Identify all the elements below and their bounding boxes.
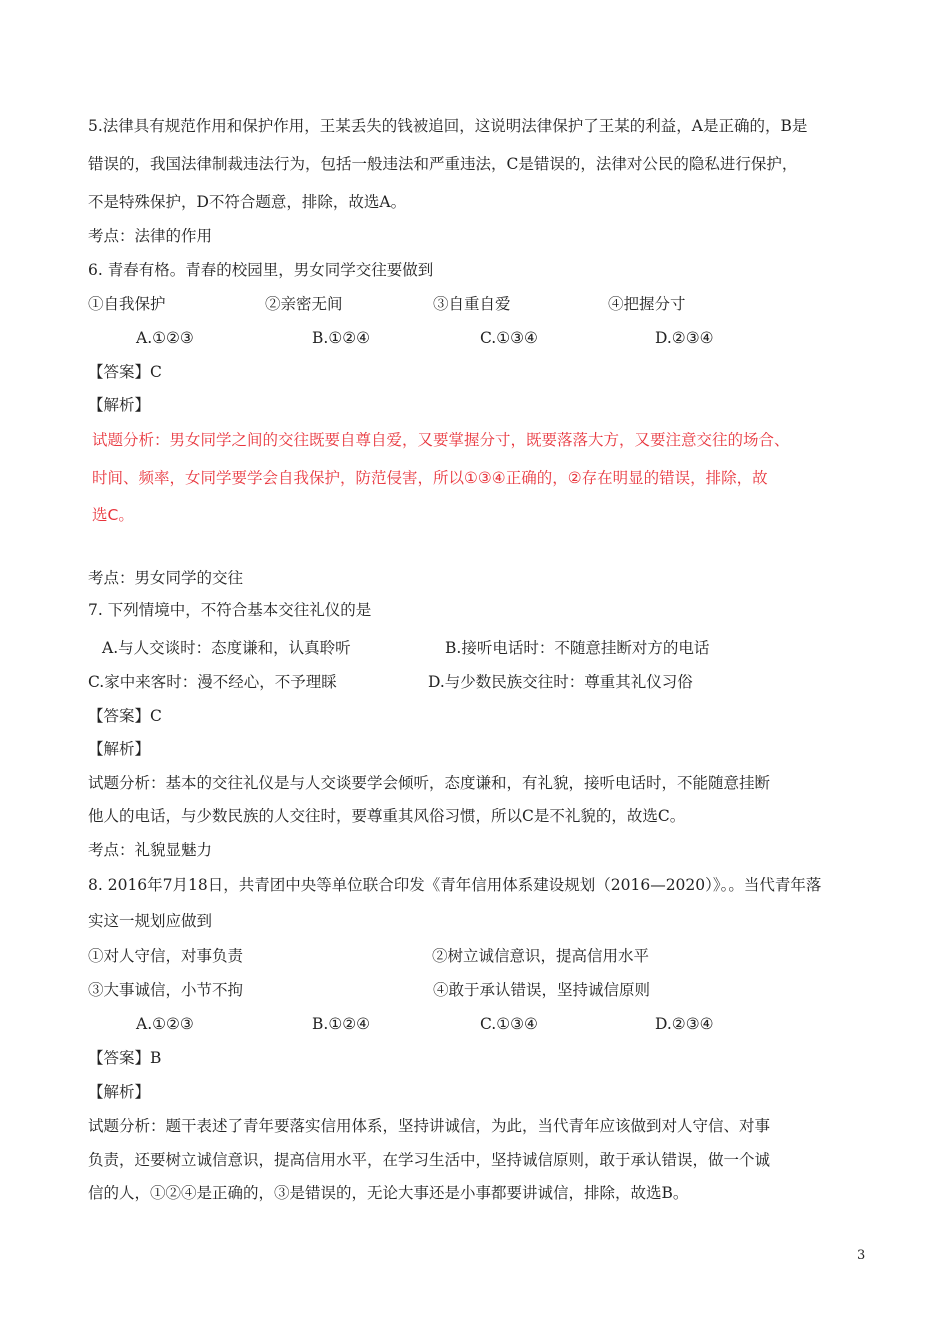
option: B.接听电话时：不随意挂断对方的电话 [445,639,710,657]
analysis-label: 【解析】 [88,396,151,414]
text-line: 5.法律具有规范作用和保护作用，王某丢失的钱被追回，这说明法律保护了王某的利益，A是正确的，B是 [88,117,808,135]
kaodian: 考点：男女同学的交往 [88,569,244,587]
option: C.①③④ [480,1015,538,1033]
option: C.①③④ [480,329,538,347]
option: D.②③④ [655,1015,714,1033]
option: A.与人交谈时：态度谦和，认真聆听 [102,639,351,657]
analysis-line: 试题分析：基本的交往礼仪是与人交谈要学会倾听，态度谦和，有礼貌，接听电话时，不能随意挂断 [88,774,771,792]
analysis-line: 信的人，①②④是正确的，③是错误的，无论大事还是小事都要讲诚信，排除，故选B。 [88,1184,689,1202]
answer: 【答案】C [88,707,162,725]
option: C.家中来客时：漫不经心，不予理睬 [88,673,337,691]
option: D.②③④ [655,329,714,347]
analysis-line: 试题分析：男女同学之间的交往既要自尊自爱，又要掌握分寸，既要落落大方，又要注意交往的场合、 [92,431,790,449]
question-stem: 6. 青春有格。青春的校园里，男女同学交往要做到 [88,261,434,279]
analysis-line: 试题分析：题干表述了青年要落实信用体系，坚持讲诚信，为此，当代青年应该做到对人守信、对事 [88,1117,771,1135]
answer: 【答案】C [88,363,162,381]
text-line: 错误的，我国法律制裁违法行为，包括一般违法和严重违法，C是错误的，法律对公民的隐私进行保护， [88,155,798,173]
option: A.①②③ [136,1015,194,1033]
analysis-line: 他人的电话，与少数民族的人交往时，要尊重其风俗习惯，所以C是不礼貌的，故选C。 [88,807,686,825]
answer: 【答案】B [88,1049,162,1067]
text-line: 不是特殊保护，D不符合题意，排除，故选A。 [88,193,407,211]
analysis-line: 负责，还要树立诚信意识，提高信用水平，在学习生活中，坚持诚信原则，敢于承认错误，做一个诚 [88,1151,771,1169]
analysis-label: 【解析】 [88,1083,151,1101]
item: ②树立诚信意识，提高信用水平 [432,947,650,965]
item: ①对人守信，对事负责 [88,947,244,965]
item: ④把握分寸 [608,295,686,313]
kaodian: 考点：法律的作用 [88,227,213,245]
analysis-line: 选C。 [92,506,134,524]
question-stem: 实这一规划应做到 [88,912,213,930]
option: B.①②④ [312,1015,371,1033]
option: D.与少数民族交往时：尊重其礼仪习俗 [428,673,693,691]
item: ①自我保护 [88,295,166,313]
item: ③自重自爱 [433,295,511,313]
question-stem: 7. 下列情境中，不符合基本交往礼仪的是 [88,601,372,619]
item: ④敢于承认错误，坚持诚信原则 [433,981,651,999]
analysis-line: 时间、频率，女同学要学会自我保护，防范侵害，所以①③④正确的，②存在明显的错误，排除，故 [92,469,768,487]
question-stem: 8. 2016年7月18日，共青团中央等单位联合印发《青年信用体系建设规划（2016—2020）》。。当代青年落 [88,876,822,894]
item: ②亲密无间 [265,295,343,313]
option: B.①②④ [312,329,371,347]
page-number: 3 [857,1248,866,1263]
kaodian: 考点：礼貌显魅力 [88,841,213,859]
item: ③大事诚信，小节不拘 [88,981,244,999]
analysis-label: 【解析】 [88,740,151,758]
option: A.①②③ [136,329,194,347]
